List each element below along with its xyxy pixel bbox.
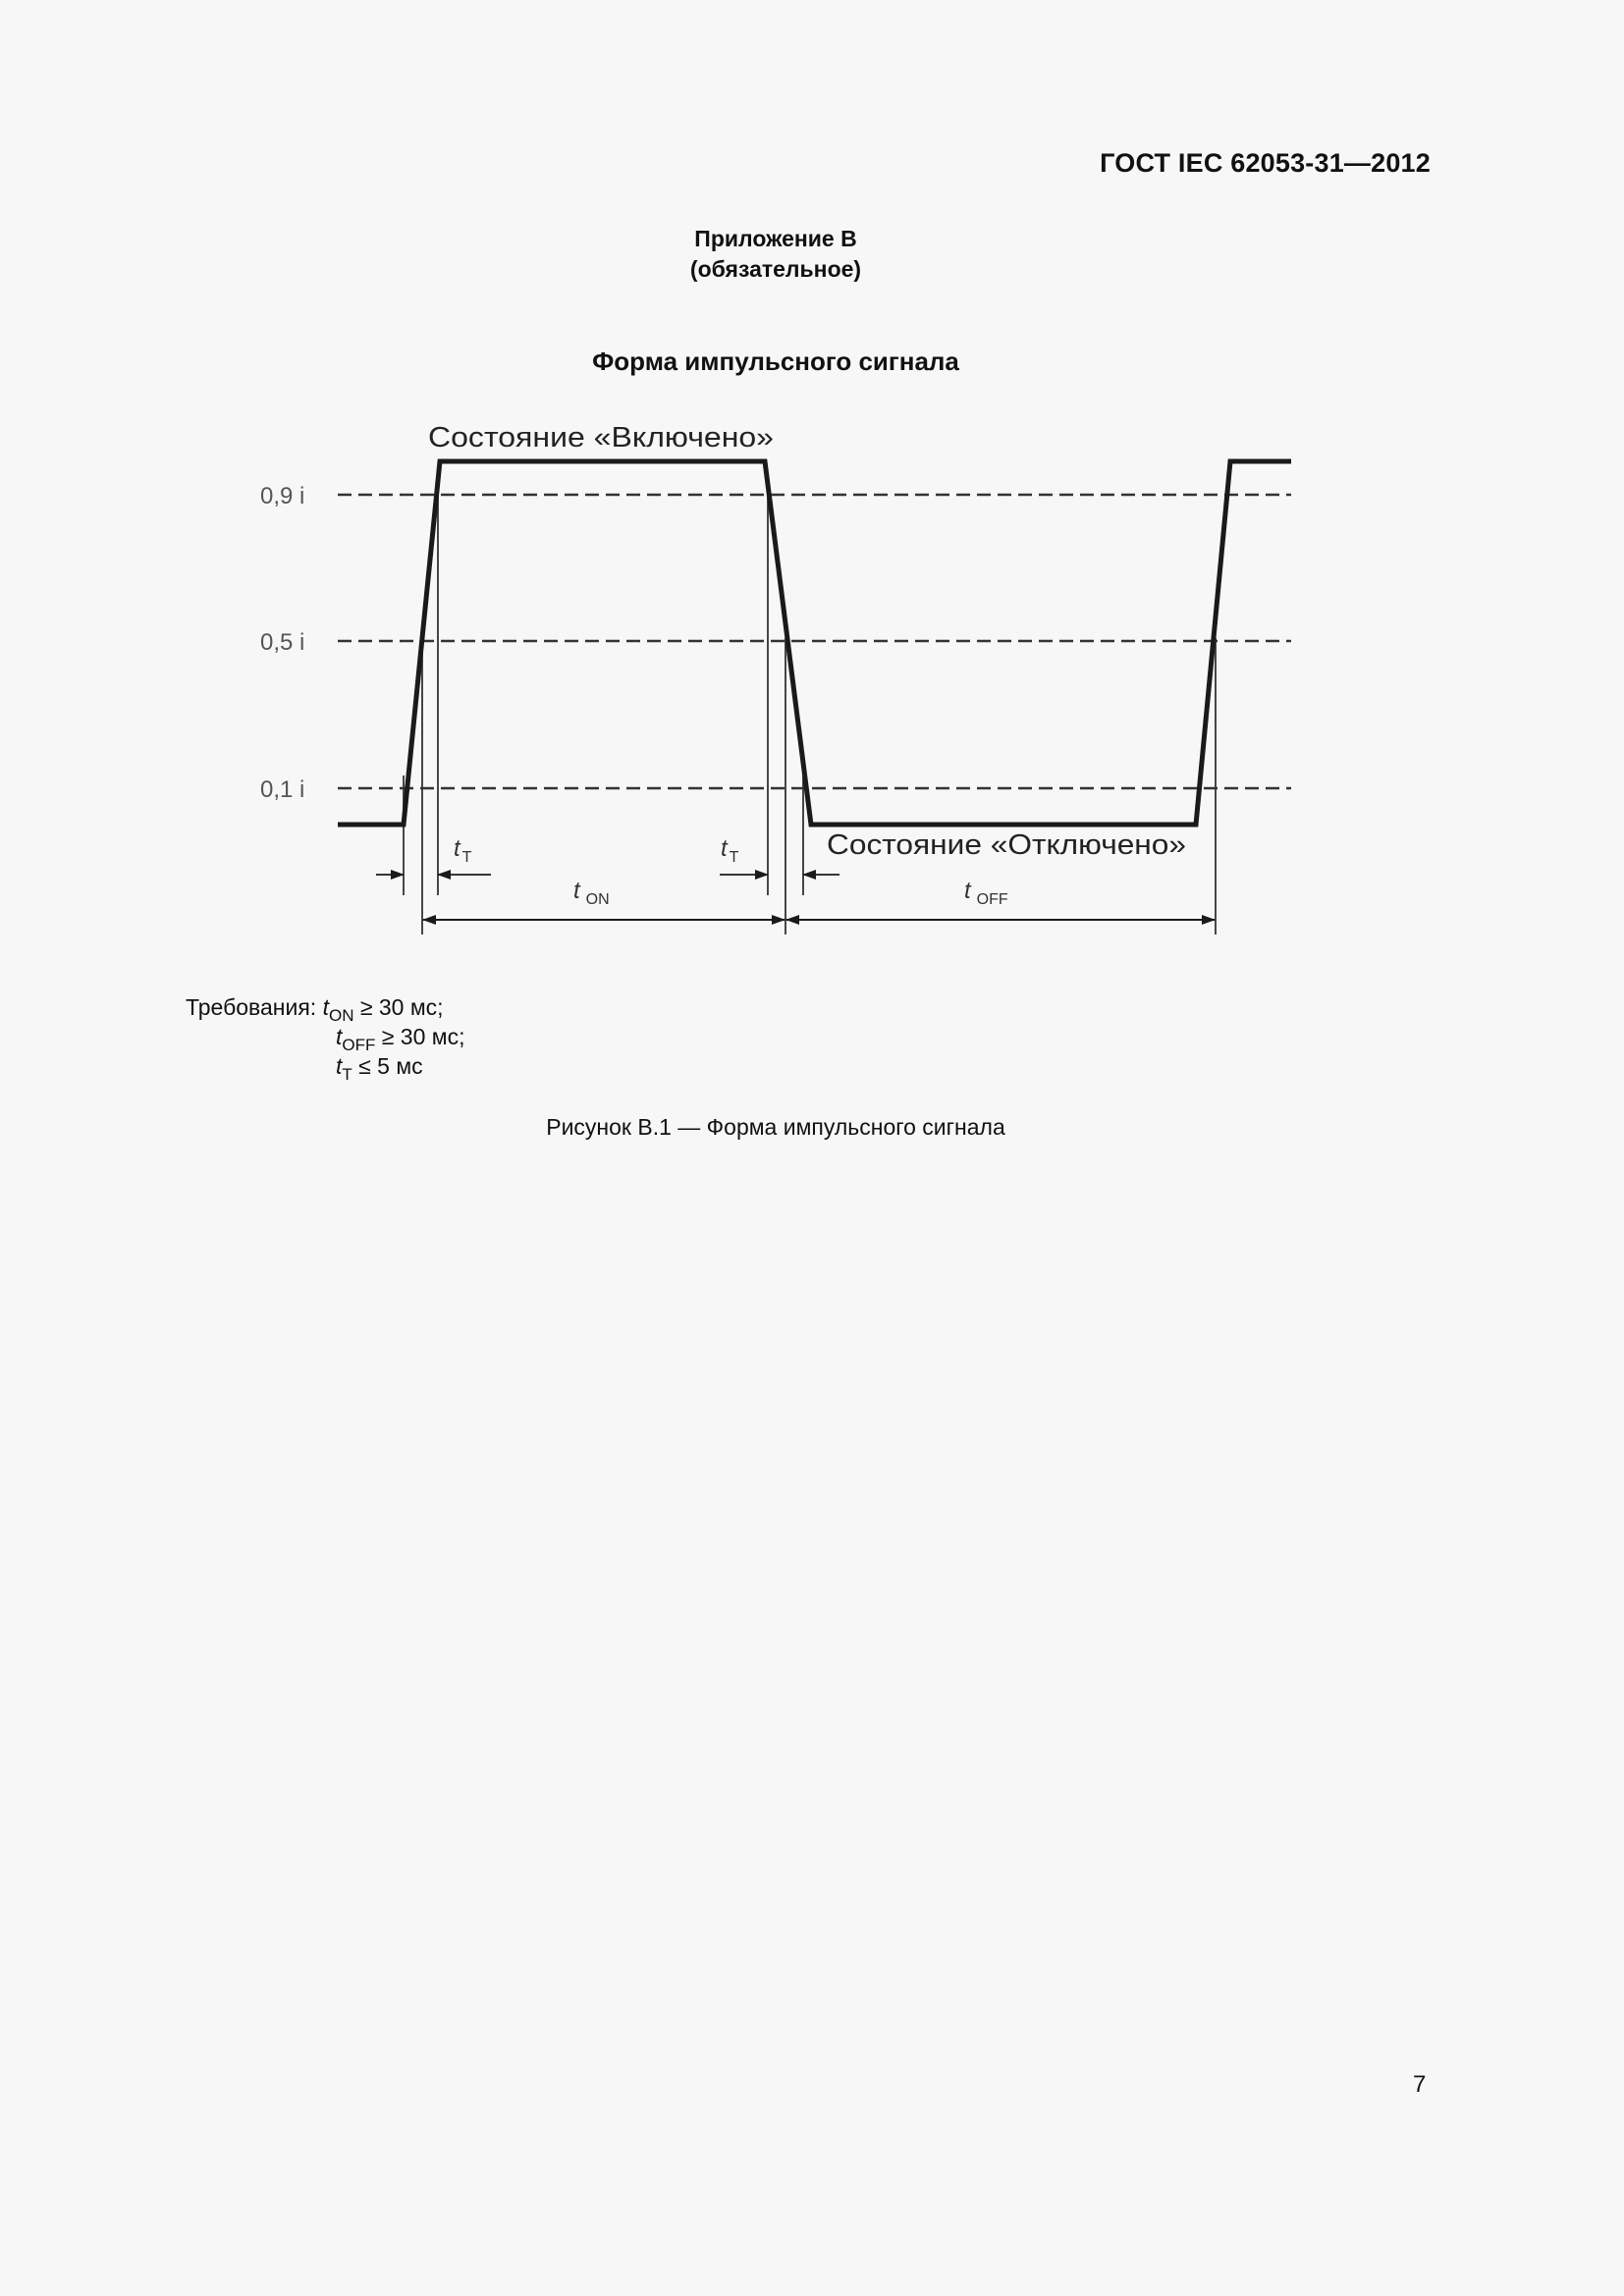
req-off-subscript: OFF [342, 1036, 376, 1054]
fall-time-label: t $_T$ [721, 835, 739, 866]
requirements-label: Требования: [186, 994, 317, 1020]
req-on-symbol: t [322, 994, 329, 1020]
level-label-09: 0,9 i [260, 483, 305, 509]
level-guides [338, 495, 1291, 788]
req-t-symbol: t [336, 1053, 343, 1079]
req-t-value: ≤ 5 мс [352, 1053, 423, 1079]
figure-caption: Рисунок В.1 — Форма импульсного сигнала [546, 1114, 1005, 1140]
req-off-value: ≥ 30 мс; [375, 1024, 465, 1049]
section-title: Форма импульсного сигнала [592, 347, 959, 376]
state-on-label: Состояние «Включено» [428, 422, 774, 454]
level-label-05: 0,5 i [260, 629, 305, 656]
t-off-label: t $_{OFF}$ [964, 878, 1008, 908]
annex-status: (обязательное) [689, 256, 862, 282]
timing-reference-lines [404, 491, 1216, 934]
rise-time-label: t $_T$ [454, 835, 472, 866]
pulse-waveform-figure [0, 0, 1624, 982]
req-t-subscript: T [342, 1065, 352, 1084]
t-on-label: t $_{ON}$ [573, 878, 610, 908]
requirements [186, 992, 465, 1084]
req-on-value: ≥ 30 мс; [353, 994, 444, 1020]
standard-code: ГОСТ IEC 62053-31—2012 [1100, 148, 1431, 178]
page-number: 7 [1413, 2071, 1427, 2098]
req-on-subscript: ON [328, 1006, 354, 1025]
requirement-off [186, 1022, 465, 1054]
level-label-01: 0,1 i [260, 776, 305, 803]
annex-title: Приложение В [694, 226, 857, 251]
requirement-transition [186, 1051, 464, 1084]
state-off-label: Состояние «Отключено» [827, 829, 1186, 861]
req-off-symbol: t [336, 1024, 343, 1049]
requirement-on [186, 992, 464, 1025]
annex-heading [0, 224, 1551, 285]
pulse-waveform [338, 461, 1291, 825]
